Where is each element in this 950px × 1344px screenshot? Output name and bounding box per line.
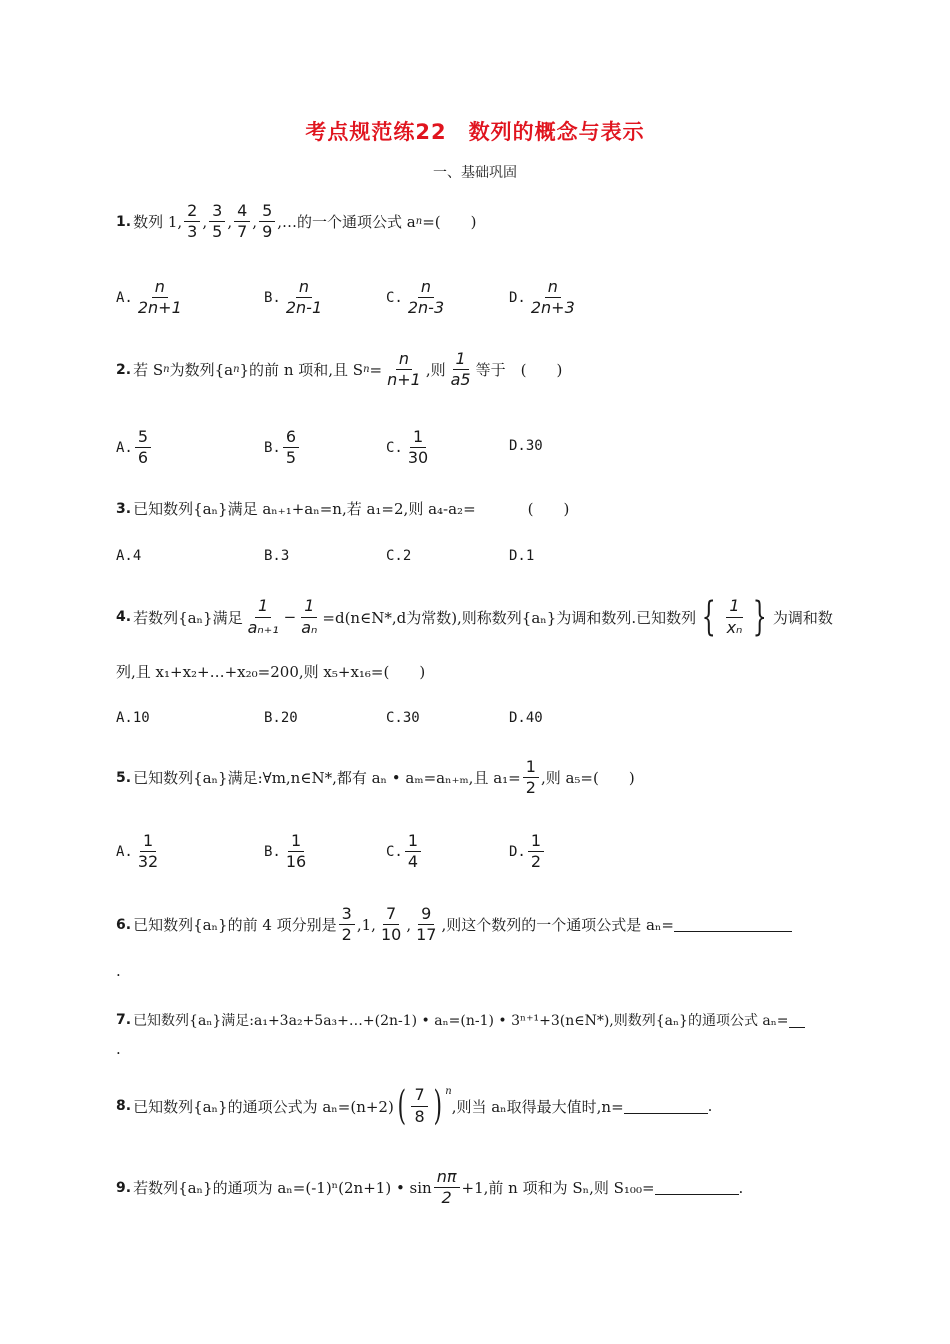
question-text: ,则 xyxy=(425,361,446,380)
period: . xyxy=(707,1097,713,1115)
fraction: $\frac{2}{3}$ xyxy=(184,202,200,242)
answer-blank[interactable] xyxy=(655,1180,739,1195)
question-text: 已知数列{aₙ}满足:∀m,n∈N*,都有 aₙ • aₘ=aₙ₊ₘ,且 a₁= xyxy=(133,769,521,788)
question-number: 5. xyxy=(116,769,132,786)
section-heading: 一、基础巩固 xyxy=(433,165,517,181)
question-text: 若数列{aₙ}的通项为 aₙ=(-1)ⁿ(2n+1) • sin xyxy=(133,1179,432,1198)
left-paren: ( xyxy=(397,1083,406,1129)
fraction: $\frac{3}{2}$ xyxy=(339,905,355,945)
right-brace: } xyxy=(753,594,768,640)
fraction: $\frac{1}{\text{xₙ}}$ xyxy=(726,596,743,637)
question-text: 若 S xyxy=(133,361,164,380)
answer-blank[interactable] xyxy=(674,917,792,932)
left-brace: { xyxy=(701,594,716,640)
answer-paren: =( ) xyxy=(422,213,477,232)
exponent: n xyxy=(445,1086,452,1097)
answer-paren: ( ) xyxy=(527,500,570,518)
question-text: 若数列{aₙ}满足 xyxy=(133,608,243,627)
question-text: 已知数列{aₙ}的前 4 项分别是 xyxy=(133,916,337,935)
question-number: 6. xyxy=(116,916,132,933)
fraction: $\frac{7}{8}$ xyxy=(411,1086,427,1126)
option-d[interactable]: D. $\frac{n}{2n+3}$ xyxy=(509,277,575,318)
option-b[interactable]: B.3 xyxy=(264,548,290,564)
page-title: 考点规范练22 数列的概念与表示 xyxy=(305,120,645,144)
option-d[interactable]: D. $\frac{1}{2}$ xyxy=(509,832,546,872)
option-a[interactable]: A.4 xyxy=(116,548,142,564)
option-a[interactable]: A. $\frac{1}{32}$ xyxy=(116,831,159,872)
option-d[interactable]: D.1 xyxy=(509,548,535,564)
question-number: 9. xyxy=(116,1179,132,1196)
question-text: +1,前 n 项和为 Sₙ,则 S₁₀₀= xyxy=(461,1179,655,1198)
option-a[interactable]: A. $\frac{n}{2n+1}$ xyxy=(116,277,182,318)
question-text: ,则当 aₙ取得最大值时,n= xyxy=(451,1097,624,1116)
question-6: 6. 已知数列{aₙ}的前 4 项分别是 $\frac{3}{2}$ ,1, $\frac{7}{10}$ , $\frac{9}{17}$ ,则这个数列的一个通项公式是 aₙ= xyxy=(116,905,792,945)
option-b[interactable]: B. $\frac{6}{5}$ xyxy=(264,428,301,468)
question-text: 已知数列{aₙ}满足:a₁+3a₂+5a₃+…+(2n-1) • aₙ=(n-1) • 3ⁿ⁺¹+3(n∈N*),则数列{aₙ}的通项公式 aₙ= xyxy=(133,1013,789,1029)
fraction: $\frac{1}{2}$ xyxy=(523,758,539,798)
question-text: 数列 1, xyxy=(133,213,183,232)
question-text: ,…的一个通项公式 a xyxy=(277,213,416,232)
option-d[interactable]: D.40 xyxy=(509,710,543,726)
question-text: ,则这个数列的一个通项公式是 aₙ= xyxy=(441,916,674,935)
question-number: 1. xyxy=(116,213,132,230)
period: . xyxy=(738,1178,744,1197)
question-3 xyxy=(116,498,569,519)
trailing-dot: . xyxy=(116,962,121,980)
fraction: $\frac{7}{10}$ xyxy=(380,904,402,945)
fraction: $\frac{1}{\text{aₙ₊₁}}$ xyxy=(247,596,279,637)
option-c[interactable]: C.30 xyxy=(386,710,420,726)
option-a[interactable]: A. $\frac{5}{6}$ xyxy=(116,428,153,468)
question-text: ,1, xyxy=(356,915,376,934)
question-text: = xyxy=(369,360,383,379)
question-4 xyxy=(116,594,833,640)
question-text: 已知数列{aₙ}的通项公式为 aₙ=(n+2) xyxy=(133,1097,394,1116)
option-b[interactable]: B. $\frac{1}{16}$ xyxy=(264,831,307,872)
answer-blank[interactable] xyxy=(789,1013,805,1028)
option-c[interactable]: C. $\frac{1}{4}$ xyxy=(386,832,423,872)
option-b[interactable]: B.20 xyxy=(264,710,298,726)
question-7 xyxy=(116,1010,805,1030)
fraction: $\frac{4}{7}$ xyxy=(234,202,250,242)
question-number: 8. xyxy=(116,1098,132,1114)
question-number: 3. xyxy=(116,500,132,517)
fraction: $\frac{9}{17}$ xyxy=(416,904,437,945)
option-c[interactable]: C. $\frac{n}{2n-3}$ xyxy=(386,277,445,318)
question-4-line-2 xyxy=(116,661,425,682)
question-text: 已知数列{aₙ}满足 aₙ₊₁+aₙ=n,若 a₁=2,则 a₄-a₂= xyxy=(133,500,476,518)
question-8 xyxy=(116,1083,713,1129)
question-text: 为数列{a xyxy=(169,361,234,380)
fraction: $\frac{5}{9}$ xyxy=(259,202,275,242)
fraction: $\frac{n\pi}{2}$ xyxy=(434,1168,460,1208)
question-5 xyxy=(116,758,635,798)
question-number: 4. xyxy=(116,609,132,625)
question-text: 列,且 x₁+x₂+…+x₂₀=200,则 x₅+x₁₆=( ) xyxy=(116,663,426,681)
answer-blank[interactable] xyxy=(624,1099,708,1114)
option-d[interactable]: D. 30 xyxy=(509,438,543,454)
right-paren: ) xyxy=(433,1083,442,1129)
fraction: $\frac{3}{5}$ xyxy=(209,202,225,242)
option-b[interactable]: B. $\frac{n}{2n-1}$ xyxy=(264,277,323,318)
option-c[interactable]: C. $\frac{1}{30}$ xyxy=(386,427,429,468)
question-text: }的前 n 项和,且 S xyxy=(239,361,364,380)
question-9 xyxy=(116,1168,743,1208)
fraction: $\frac{1}{\text{aₙ}}$ xyxy=(301,596,318,637)
question-text: ,则 a₅=( ) xyxy=(540,769,635,788)
option-a[interactable]: A.10 xyxy=(116,710,150,726)
option-c[interactable]: C.2 xyxy=(386,548,412,564)
fraction: $\frac{n}{n+1}$ xyxy=(387,349,421,390)
question-1: 1. 数列 1, $\frac{2}{3}$ , $\frac{3}{5}$ , $\frac{4}{7}$ , $\frac{5}{9}$ ,…的一个通项公式 a n =( ) xyxy=(116,201,477,242)
question-text: 等于 ( ) xyxy=(475,361,563,380)
question-2: 2. 若 S n 为数列{a n }的前 n 项和,且 S n = $\frac{n}{n+1}$ ,则 $\frac{1}{a5}$ 等于 ( ) xyxy=(116,349,563,390)
trailing-dot: . xyxy=(116,1040,121,1058)
question-number: 7. xyxy=(116,1012,132,1028)
question-number: 2. xyxy=(116,361,132,378)
fraction: $\frac{1}{a5}$ xyxy=(450,349,471,390)
question-text: =d(n∈N*,d为常数),则称数列{aₙ}为调和数列.已知数列 xyxy=(322,608,697,627)
minus-sign: − xyxy=(283,608,297,626)
question-text: 为调和数 xyxy=(772,608,833,627)
